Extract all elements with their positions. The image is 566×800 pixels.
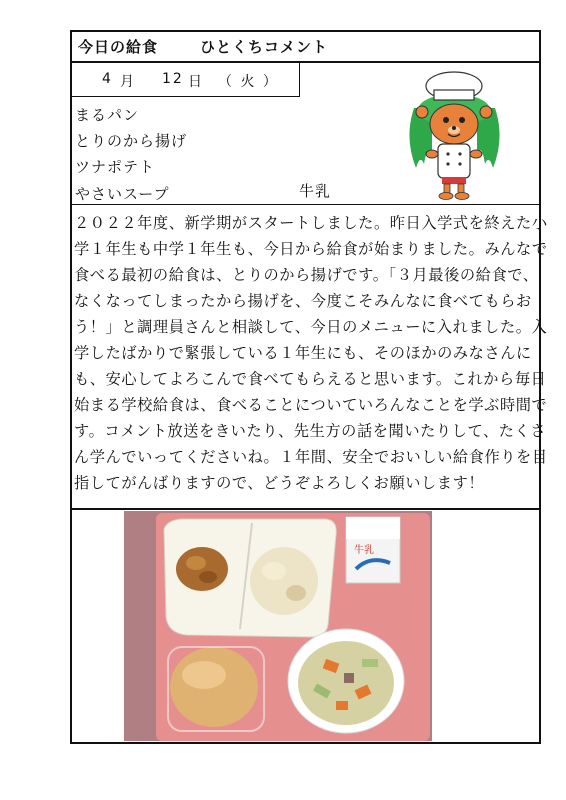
mascot-illustration bbox=[402, 68, 507, 203]
photo-divider bbox=[72, 508, 539, 510]
mascot-foot-right bbox=[455, 193, 469, 200]
date-month-unit: 月 bbox=[120, 74, 136, 90]
comment-line: 学１年生も中学１年生も、今日から給食が始まりました。みんなで bbox=[74, 240, 548, 258]
potato-piece bbox=[286, 585, 306, 601]
comment-line: 食べる最初の給食は、とりのから揚げです。「３月最後の給食で、 bbox=[74, 266, 539, 284]
menu-item: とりのから揚げ bbox=[75, 132, 188, 150]
meat-piece bbox=[344, 673, 354, 683]
date-row bbox=[72, 63, 300, 97]
mascot-face bbox=[430, 104, 478, 144]
comment-line: も、安心してよろこんで食べてもらえると思います。これから毎日 bbox=[74, 370, 547, 388]
mascot-shorts bbox=[442, 177, 466, 184]
chef-hat-band bbox=[434, 90, 474, 100]
milk-carton-top bbox=[346, 517, 400, 539]
comment-line: 学したばかりで緊張している１年生にも、そのほかのみなさんに bbox=[74, 344, 532, 362]
comment-line: 指してがんばりますので、どうぞよろしくお願いします！ bbox=[74, 474, 485, 492]
mascot-ear-right bbox=[480, 106, 492, 118]
mascot-ear-left bbox=[416, 106, 428, 118]
karaage-chicken bbox=[176, 547, 228, 591]
menu-item: ツナポテト bbox=[75, 158, 156, 176]
date-day-unit: 日 bbox=[188, 74, 204, 90]
comment-text bbox=[74, 208, 548, 508]
comment-line: す。コメント放送をきいたり、先生方の話を聞いたりして、たくさ bbox=[74, 422, 547, 440]
cabbage-piece bbox=[362, 659, 378, 667]
mascot-nose bbox=[452, 126, 456, 130]
date-day: 12 bbox=[162, 71, 184, 87]
menu-item: やさいスープ bbox=[75, 185, 170, 203]
karaage-shadow bbox=[199, 571, 217, 583]
lunch-photo bbox=[124, 511, 432, 741]
coat-button bbox=[458, 162, 461, 165]
comment-line: 始まる学校給食は、食べることについていろんなことを学ぶ時間で bbox=[74, 396, 548, 414]
potato-piece bbox=[262, 562, 286, 580]
mascot-eye-left bbox=[443, 117, 449, 123]
mascot-chef-coat bbox=[438, 144, 470, 178]
comment-line: う！」と調理員さんと相談して、今日のメニューに入れました。入 bbox=[74, 318, 548, 336]
comment-line: ん学んでいってくださいね。１年間、安全でおいしい給食作りを目 bbox=[74, 448, 548, 466]
comment-divider bbox=[72, 204, 539, 205]
date-weekday: （ 火 ） bbox=[218, 74, 279, 90]
mascot-eye-right bbox=[459, 117, 465, 123]
carrot-piece bbox=[336, 701, 348, 710]
comment-line: ２０２２年度、新学期がスタートしました。昨日入学式を終えた小 bbox=[74, 214, 548, 232]
tuna-potato bbox=[250, 547, 318, 615]
coat-button bbox=[446, 152, 449, 155]
milk-carton-label: 牛乳 bbox=[354, 545, 374, 556]
coat-button bbox=[446, 162, 449, 165]
karaage-highlight bbox=[186, 556, 206, 570]
date-month: 4 bbox=[102, 71, 113, 87]
mascot-foot-left bbox=[439, 193, 453, 200]
menu-item: まるパン bbox=[75, 106, 140, 124]
title-row bbox=[72, 32, 539, 63]
mascot-hand-left bbox=[426, 150, 438, 158]
lunch-sheet bbox=[70, 30, 548, 744]
comment-line: なくなってしまったから揚げを、今度こそみんなに食べてもらお bbox=[74, 292, 532, 310]
mascot-hand-right bbox=[470, 150, 482, 158]
menu-drink: 牛乳 bbox=[299, 182, 332, 200]
page-subtitle: ひとくちコメント bbox=[200, 38, 329, 56]
coat-button bbox=[458, 152, 461, 155]
bread-highlight bbox=[182, 661, 226, 689]
page-title: 今日の給食 bbox=[78, 38, 159, 56]
